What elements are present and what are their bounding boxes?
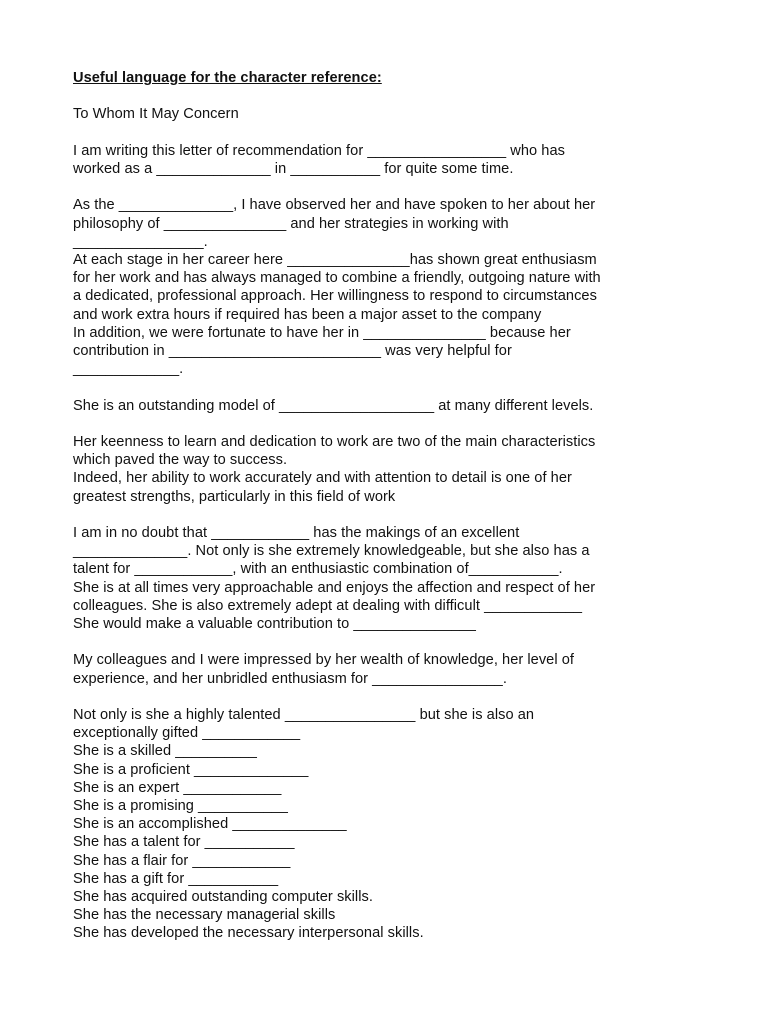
paragraph-no-doubt <box>73 524 713 633</box>
text-line: At each stage in her career here _______________has shown great enthusiasm <box>73 251 597 268</box>
text-line: which paved the way to success. <box>73 452 288 469</box>
list-item: She is a proficient ______________ <box>73 761 309 778</box>
text-line: a dedicated, professional approach. Her willingness to respond to circumstances <box>73 288 597 305</box>
text-line: contribution in __________________________ was very helpful for <box>73 343 512 359</box>
text-line: talent for ____________, with an enthusiastic combination of___________. <box>73 561 563 578</box>
paragraph-observations <box>73 196 713 378</box>
list-item: She has a flair for ____________ <box>73 852 291 869</box>
text-line: ________________. <box>73 233 208 250</box>
text-line: She would make a valuable contribution to _______________ <box>73 616 476 632</box>
text-line: exceptionally gifted ____________ <box>73 725 301 742</box>
text-line: experience, and her unbridled enthusiasm for ________________. <box>73 670 507 687</box>
text-line: greatest strengths, particularly in this field of work <box>73 488 396 505</box>
list-item: She is a skilled __________ <box>73 743 257 760</box>
spacer <box>73 87 713 105</box>
text-line: She is at all times very approachable and enjoys the affection and respect of her <box>73 579 596 596</box>
text-line: In addition, we were fortunate to have her in _______________ because her <box>73 324 571 341</box>
text-line: Indeed, her ability to work accurately and with attention to detail is one of her <box>73 470 572 487</box>
text-line: for her work and has always managed to combine a friendly, outgoing nature with <box>73 270 601 287</box>
text-line: colleagues. She is also extremely adept at dealing with difficult ____________ <box>73 597 583 614</box>
list-item: She is a promising ___________ <box>73 798 288 814</box>
paragraph-model <box>73 397 713 415</box>
text-line: As the ______________, I have observed her and have spoken to her about her <box>73 197 596 214</box>
list-item: She is an expert ____________ <box>73 779 282 796</box>
spacer <box>73 506 713 524</box>
text-line: I am in no doubt that ____________ has the makings of an excellent <box>73 524 520 541</box>
text-line: and work extra hours if required has been a major asset to the company <box>73 306 542 323</box>
spacer <box>73 378 713 396</box>
spacer <box>73 633 713 651</box>
document-title: Useful language for the character reference: <box>73 70 382 86</box>
text-line: Her keenness to learn and dedication to work are two of the main characteristics <box>73 433 596 450</box>
list-item: She has a gift for ___________ <box>73 870 279 887</box>
paragraph-keenness <box>73 433 713 506</box>
spacer <box>73 415 713 433</box>
text-line: philosophy of _______________ and her strategies in working with <box>73 215 509 232</box>
text-line: _____________. <box>73 361 184 378</box>
spacer <box>73 178 713 196</box>
text-line: worked as a ______________ in ___________ for quite some time. <box>73 160 514 177</box>
paragraph-colleagues <box>73 651 713 687</box>
text-line: I am writing this letter of recommendation for _________________ who has <box>73 142 565 159</box>
spacer <box>73 688 713 706</box>
list-item: She is an accomplished ______________ <box>73 816 347 833</box>
text-line: ______________. Not only is she extremely knowledgeable, but she also has a <box>73 543 590 560</box>
list-item: She has the necessary managerial skills <box>73 907 336 924</box>
spacer <box>73 124 713 142</box>
text-line: My colleagues and I were impressed by her wealth of knowledge, her level of <box>73 652 575 669</box>
list-item: She has acquired outstanding computer skills. <box>73 889 373 906</box>
salutation: To Whom It May Concern <box>73 106 239 123</box>
paragraph-phrases-list <box>73 706 713 943</box>
document-page <box>73 69 713 943</box>
paragraph-intro <box>73 142 713 178</box>
text-line: She is an outstanding model of ___________________ at many different levels. <box>73 397 594 414</box>
list-item: She has a talent for ___________ <box>73 834 295 851</box>
list-item: She has developed the necessary interpersonal skills. <box>73 925 424 942</box>
text-line: Not only is she a highly talented ________________ but she is also an <box>73 706 535 723</box>
